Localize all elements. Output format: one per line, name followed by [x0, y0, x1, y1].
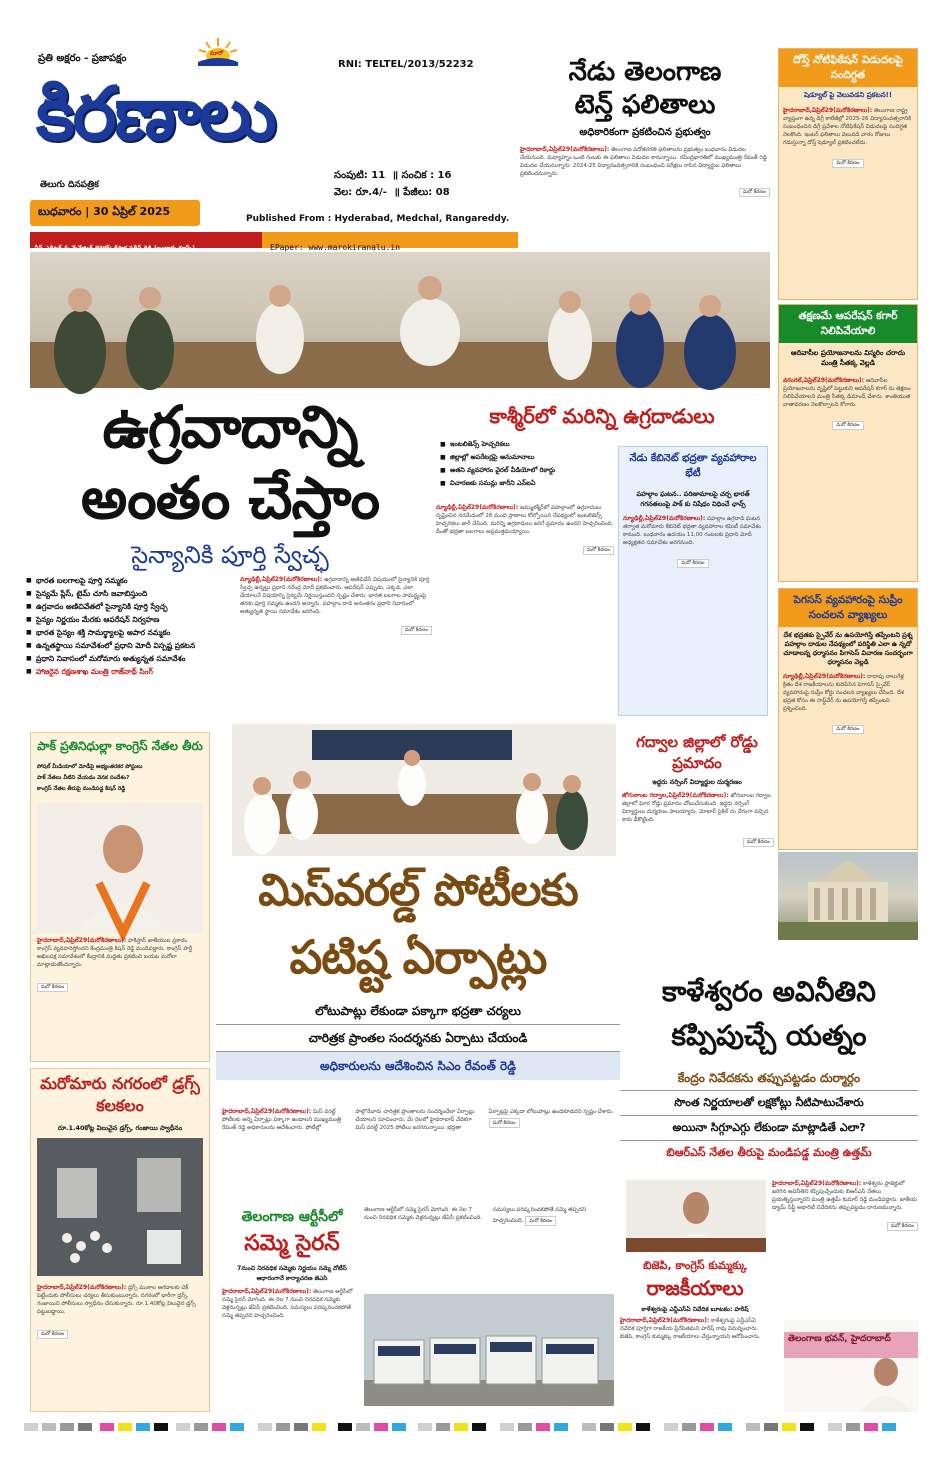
price: వెల: రూ.4/- — [334, 187, 387, 198]
cabinet-body: పహల్గాం ఉగ్రదాడి ఘటన తర్వాత మరోమారు కేబినెట్ భద్రతా వ్యవహారాల కమిటీ సమావేశం కానుంది. బుధవారం ఉదయం 11.00 గంటలకు ప్రధాని మోదీ అధ్యక్షతన సమావేశం జరగనుంది. — [623, 516, 761, 546]
karregutta-sub: ఆదివాసీల ప్రయోజనాలను విస్మరిం చరాదు మంత్రి సీతక్క వెల్లడి — [790, 349, 906, 367]
masthead-title: కిరణాలు — [36, 71, 275, 157]
rtc-headline-1: తెలంగాణ ఆర్టీసీలో — [241, 1209, 343, 1225]
kashmir-story — [436, 504, 614, 718]
kaleshwaram-sub-3: అయినా సిగ్గూఎగ్గు లేకుండా మాట్లాడితే ఎలా? — [620, 1115, 918, 1140]
kashmir-bullet: ■ జిల్లాల్లో అపరేటర్లపై అనుమానాలు — [440, 451, 620, 464]
issue-info: సంపుటి: 11 ॥ సంచిక : 16 వెల: రూ.4/- ॥ పేజీలు: 08 — [334, 170, 452, 198]
supreme-court-photo — [778, 852, 918, 940]
kaleshwaram-sub-1: కేంద్రం నివేదకను తప్పుపట్టడం దుర్మార్గం — [677, 1071, 861, 1085]
degree-sub: షెడ్యూల్ పై వెలువడని ప్రకటన!! — [803, 91, 893, 99]
drugs-sub: రూ.1.40కోట్ల విలువైన డ్రగ్స్, గంజాయి స్వాధీనం — [57, 1124, 183, 1132]
lead-bullet: ■ భారత సైన్యం శక్తి సామర్థ్యాలపై అపార నమ్మకం — [26, 626, 238, 639]
kashmir-dateline: న్యూఢిల్లీ,ఏప్రిల్29(మరోకిరణాలు): — [436, 504, 519, 511]
congress-tag: మరో కిరణం — [37, 983, 68, 992]
ssc-tag: మరో కిరణం — [739, 188, 770, 197]
gadwal-tag: మరో కిరణం — [743, 838, 774, 847]
rni-number: RNI: TELTEL/2013/52232 — [338, 59, 474, 70]
kaleshwaram-body: కాళేశ్వరం ప్రాజెక్టులో జరిగిన అవినీతిని కప్పిపుచ్చేందుకు బిఆర్ఎస్ నేతలు ప్రయత్నిస్తున్నారని మంత్రి ఉత్తమ్ కుమార్ రెడ్డి మండిపడ్డారు. జాతీయ డ్యామ్ సేఫ్టీ అథారిటీ నివేదికను తప్పుపట్టడం దారుణమన్నారు. — [772, 1181, 917, 1211]
karregutta-tag: మరో కిరణం — [832, 421, 863, 430]
lead-bullet: ■ సైన్యం నిర్ణయం మేరకు ఆపరేషన్ నిర్వహణ — [26, 613, 238, 626]
miss-world-body: మిస్ వరల్డ్ పోటీలకు అన్ని ఏర్పాట్లు పక్కాగా ఉండాలని ముఖ్యమంత్రి రేవంత్ రెడ్డి అధికారులను ఆదేశించారు. పోటీల్లో పాల్గొనేవారు చారిత్రక ప్రాంతాలను సందర్శించేలా ఏర్పాట్లు చేయాలని సూచించారు. మే నెలలో హైదరాబాద్ వేదికగా మిస్ వరల్డ్ 2025 పోటీలు జరగనున్నాయి. భద్రతా ఏర్పాట్లపై ఎక్కడా లోటుపాట్లు ఉండకూడదని స్పష్టం చేశారు. — [222, 1109, 614, 1131]
masthead-subtitle: తెలుగు దినపత్రిక — [40, 180, 99, 190]
kaleshwaram-sub-2: సొంత నిర్ణయాలతో లక్షకోట్లు నీటిపాటుచేశారు — [620, 1090, 918, 1115]
congress-body: పాకిస్తాన్ జాతీయుల ప్రకారం కాంగ్రెస్ వ్యవహరిస్తోందని కేంద్రమంత్రి కిషన్ రెడ్డి మండిపడ్డారు. కాంగ్రెస్ పార్టీ అఖిలపక్ష సమావేశంలో కేంద్రానికి మద్దతు ప్రకటించి బయట మరోలా మాట్లాడుతోందన్నారు. — [37, 938, 193, 968]
pm-meeting-photo — [30, 252, 770, 388]
miss-world-story — [222, 1108, 614, 1200]
print-color-bar — [8, 1418, 938, 1430]
uttam-photo — [626, 1180, 766, 1252]
degree-article — [778, 48, 918, 300]
lead-headline — [30, 392, 430, 542]
cabinet-article — [618, 446, 768, 716]
tagline: ప్రతి అక్షరం - ప్రజాపక్షం — [38, 53, 127, 64]
gadwal-body: జోగులాంబ గద్వాల జిల్లాలో ఘోర రోడ్డు ప్రమాదం చోటుచేసుకుంది. ఇద్దరు నర్సింగ్ విద్యార్థులు దుర్మరణం పాలయ్యారు. మోటార్ సైకిల్ ను వేగంగా వచ్చిన కారు ఢీకొట్టింది. — [622, 793, 771, 823]
lead-bullet: ■ హాజరైన రక్షణశాఖ మంత్రి రాజ్‌నాథ్ సింగ్ — [26, 665, 238, 678]
gadwal-dateline: జోగులాంబ గద్వాల,ఏప్రిల్29(మరోకిరణాలు): — [622, 792, 729, 799]
ssc-subhead: అధికారికంగా ప్రకటించిన ప్రభుత్వం — [579, 127, 711, 138]
ssc-results-article — [520, 56, 770, 236]
miss-world-sub-3: అధికారులను ఆదేశించిన సిఎం రేవంత్ రెడ్డి — [216, 1052, 620, 1080]
review-meeting-photo — [232, 724, 616, 856]
kashmir-bullet: ■ అతని వ్యవహారం వైరల్ వీడియోలో రికార్డు — [440, 464, 620, 477]
pegasus-dateline: న్యూఢిల్లీ,ఏప్రిల్29(మరోకిరణాలు): — [783, 673, 866, 680]
kashmir-bullet: ■ ఇంటలిజెన్స్ హెచ్చరికలు — [440, 438, 620, 451]
rtc-sub: 7నుంచి నిరవధిక సమ్మెకు నిర్ణయం సమ్మె నోటీస్ ఆధారంగానే కార్యాచరణ జెఎసి — [237, 1265, 347, 1282]
bjp-dateline: హైదరాబాద్,ఏప్రిల్29(మరోకిరణాలు): — [620, 1317, 710, 1324]
pegasus-headline: పెగసస్ వ్యవహారంపై సుప్రీం సంచలన వ్యాఖ్యలు — [779, 589, 917, 627]
miss-world-dateline: హైదరాబాద్,ఏప్రిల్29(మరోకిరణాలు): — [222, 1108, 312, 1115]
drugs-dateline: హైదరాబాద్,ఏప్రిల్29(మరోకిరణాలు): — [37, 1284, 127, 1291]
harish-photo — [784, 1320, 918, 1412]
rtc-headline-2: సమ్మె సైరన్ — [244, 1231, 340, 1256]
degree-headline: దోస్త్ నోటిఫికేషన్ విడుదలపై సందిగ్ధత — [779, 49, 917, 87]
congress-bullet: పాక్ నేతలు వీటిని చేయడం వెనక సందేశం? — [37, 775, 130, 781]
rtc-story-cols — [364, 1206, 614, 1292]
gadwal-article — [620, 732, 774, 862]
kaleshwaram-sub-4: బిఆర్ఎస్ నేతల తీరుపై మండిపడ్డ మంత్రి ఉత్తమ్ — [620, 1140, 918, 1165]
lead-headline-1: ఉగ్రవాదాన్ని — [102, 393, 358, 461]
kashmir-bullets — [440, 438, 620, 502]
miss-world-sub-1: లోటుపాట్లు లేకుండా పక్కాగా భద్రతా చర్యలు — [315, 1004, 521, 1018]
kaleshwaram-headline-2: కప్పిపుచ్చే యత్నం — [671, 1019, 867, 1052]
harish-photo-caption: తెలంగాణ భవన్, హైదరాబాద్ — [788, 1334, 891, 1344]
kashmir-body: జమ్ముకశ్మీర్‌లో పహల్గాంలో ఉగ్రవాదులు సృష్టించిన నరమేధంలో 26 మంది ప్రాణాలు కోల్పోయిన నేపథ్యంలో ఇంటలిజెన్స్ హెచ్చరికలు జారీ చేసింది. మరిన్ని ఉగ్రదాడులు జరిగే ప్రమాదం ఉందని హెచ్చరించింది. దీంతో భద్రతా బలగాలు అప్రమత్తమయ్యాయి. — [436, 505, 614, 535]
kaleshwaram-headline-1: కాళేశ్వరం అవినీతిని — [662, 975, 876, 1008]
kishan-reddy-photo — [37, 803, 203, 933]
degree-tag: మరో కిరణం — [832, 159, 863, 168]
lead-subhead: సైన్యానికి పూర్తి స్వేచ్ఛ — [131, 541, 329, 569]
published-from: Published From : Hyderabad, Medchal, Rangareddy. — [246, 214, 510, 224]
lead-tag: మరో కిరణం — [401, 626, 432, 635]
lead-bullet: ■ భారత బలగాలపై పూర్తి నమ్మకం — [26, 574, 238, 587]
congress-dateline: హైదరాబాద్,ఏప్రిల్29(మరోకిరణాలు): — [37, 937, 127, 944]
bjp-headline-2: రాజకీయాలు — [646, 1276, 744, 1300]
rtc-tag: మరో కిరణం — [525, 1216, 556, 1226]
kaleshwaram-dateline: హైదరాబాద్,ఏప్రిల్29(మరోకిరణాలు): — [772, 1180, 862, 1187]
karregutta-headline: తక్షణమే ఆపరేషన్ కగార్ నిలిపివేయాలి — [779, 305, 917, 343]
congress-bullet: సోషల్ మీడియాలో మోడీపై అభ్యంతరకర పోస్టులు — [37, 764, 143, 770]
congress-bullet: కాంగ్రెస్ నేతల తీరుపై మండిపడ్డ కిషన్ రెడ్డి — [37, 786, 126, 792]
cabinet-dateline: న్యూఢిల్లీ,ఏప్రిల్29(మరోకిరణాలు): — [623, 515, 706, 522]
kaleshwaram-tag: మరో కిరణం — [887, 1222, 918, 1231]
gadwal-sub: ఇద్దరు నర్సింగ్ విద్యార్థుల దుర్మరణం — [652, 778, 742, 786]
congress-headline: పాక్ ప్రతినిధుల్లా కాంగ్రెస్ నేతల తీరు — [37, 739, 203, 753]
ssc-headline-1: నేడు తెలంగాణ — [568, 57, 722, 87]
lead-headline-2: అంతం చేస్తాం — [80, 464, 380, 532]
lead-bullet: ■ ఉగ్రవాదం అణిచివేతలో సైన్యానికి పూర్తి స్వేచ్ఛ — [26, 600, 238, 613]
lead-subhead-box — [30, 540, 430, 570]
rtc-dateline: హైదరాబాద్,ఏప్రిల్29(మరోకిరణాలు): — [222, 1288, 312, 1295]
lead-bullet: ■ సైన్యమే ప్లేస్, టైమ్ చూసి జవాబిస్తుంది — [26, 587, 238, 600]
cabinet-sub: పహల్గాం ఘటన.. పరిణామాలపై చర్చ భారత్ గగనతలంపై పాక్ కు నిషేధం విధించే ఛాన్స్ — [636, 490, 750, 508]
pegasus-article — [778, 588, 918, 850]
pages: పేజీలు: 08 — [403, 187, 450, 198]
lead-bullet: ■ ఉన్నతస్థాయి సమావేశంలో ప్రధాని మోదీ విస్పష్ట ప్రకటన — [26, 639, 238, 652]
epaper-link[interactable]: EPaper: www.marokiranalu.in — [262, 232, 518, 248]
drugs-tag: మరో కిరణం — [37, 1330, 68, 1339]
kaleshwaram-story — [772, 1180, 918, 1314]
drugs-body: డ్రగ్స్ ముఠాల ఆగడాలకు చెక్ పెట్టేందుకు పోలీసులు చర్యలు తీసుకుంటున్నారు. నగరంలో భారీగా డ్రగ్స్, గంజాయిని పోలీసులు స్వాధీనం చేసుకున్నారు. రూ.1.40కోట్ల విలువైన డ్రగ్స్ పట్టుబడ్డాయి. — [37, 1285, 196, 1315]
lead-body: ఉగ్రవాదాన్ని అణిచివేసే విషయంలో సైన్యానికి పూర్తి స్వేచ్ఛ ఉన్నట్టు ప్రధాని నరేంద్ర మోదీ ప్రకటించారు. ఆపరేషన్ ఎప్పుడు, ఎక్కడ, ఎలా చేయాలనే విషయాన్ని సైన్యమే నిర్ణయిస్తుందని స్పష్టం చేశారు. భారత బలగాల సామర్థ్యంపై తనకు పూర్తి నమ్మకం ఉందని అన్నారు. పహల్గాం దాడి అనంతరం ప్రధాని నివాసంలో అత్యున్నత స్థాయి సమావేశం జరిగింది. — [240, 577, 430, 615]
bus-depot-photo — [364, 1294, 614, 1406]
kashmir-headline-box — [432, 402, 772, 430]
sun-logo-icon: మారో — [196, 36, 240, 66]
drugs-photo — [37, 1138, 203, 1276]
rtc-body: తెలంగాణ ఆర్టీసీలో సమ్మె సైరన్ మోగింది. ఈ నెల 7 నుంచి నిరవధిక సమ్మెకు వెళ్లనున్నట్లు జేఏసీ ప్రకటించింది. సమస్యలు పరిష్కరించకపోతే సమ్మె తప్పదని హెచ్చరించింది. — [222, 1289, 353, 1319]
cabinet-headline: నేడు కేబినెట్ భద్రతా వ్యవహారాల భేటీ — [629, 453, 757, 479]
bjp-headline-1: బిజెపి, కాంగ్రెస్ కుమ్మక్కు — [643, 1259, 747, 1272]
ssc-dateline: హైదరాబాద్,ఏప్రిల్29(మరోకిరణాలు): — [520, 146, 610, 153]
degree-body: తెలంగాణ రాష్ట్ర వ్యాప్తంగా ఉన్న డిగ్రీ కాలేజీల్లో 2025-26 విద్యాసంవత్సరానికి సంబంధించిన డిగ్రీ ప్రవేశాల నోటిఫికేషన్ విడుదలపై సందిగ్ధత నెలకొంది. ఇంటర్ ఫలితాలు వెలువడి వారం రోజులు గడుస్తున్నా దోస్త్ షెడ్యూల్ ప్రకటించలేదు. — [783, 108, 912, 146]
rtc-article — [222, 1206, 362, 1406]
kaleshwaram-subheads — [620, 1066, 918, 1176]
karregutta-body: ఆదివాసీల ప్రయోజనాలను దృష్టిలో పెట్టుకుని ఆపరేషన్ కగార్ ను తక్షణం నిలిపివేయాలని మంత్రి సీతక్క డిమాండ్ చేశారు. శాంతియుత వాతావరణం నెలకొల్పాలని కోరారు. — [783, 378, 911, 408]
rtc-body-cont: తెలంగాణ ఆర్టీసీలో సమ్మె సైరన్ మోగింది. ఈ నెల 7 నుంచి నిరవధిక సమ్మెకు వెళ్లనున్నట్లు జేఏసీ ప్రకటించింది. సమస్యలు పరిష్కరించకపోతే సమ్మె తప్పదని హెచ్చరించింది. — [364, 1207, 586, 1224]
ssc-headline-2: టెన్త్ ఫలితాలు — [574, 90, 716, 120]
congress-article — [30, 732, 210, 1062]
miss-world-sub-2: చారిత్రక ప్రాంతల సందర్శనకు ఏర్పాటు చేయండి — [216, 1024, 620, 1052]
editor-line: చీఫ్ ఎడిటర్ & మేనేజింగ్ డైరెక్టర్: రేపాక ప్రదీప్ రెడ్డి (బంధారు గ్రూప్స్) — [30, 232, 262, 248]
gadwal-headline: గద్వాల జిల్లాలో రోడ్డు ప్రమాదం — [636, 733, 758, 772]
issue: సంచిక : 16 — [401, 170, 452, 181]
miss-world-headline-2: పటిష్ట ఏర్పాట్లు — [289, 930, 547, 984]
pegasus-body: దాదాపు నాలుగేళ్ల క్రితం దేశ రాజకీయాలను కుదిపేసిన పెగాసస్ స్పైవేర్ వ్యవహారంపై సుప్రీం కోర్టు సంచలన వ్యాఖ్యలు చేసింది. దేశ భద్రత కోసం ఈ సాఫ్ట్‌వేర్ ను ఉపయోగిస్తే తప్పేంటని ప్రశ్నించింది. — [783, 674, 904, 712]
bjp-body: కాళేశ్వరంపై ఎన్డీఎస్ఏ నివేదిక పూర్తిగా రాజకీయ ప్రేరేపితమని హరీష్ రావు విమర్శించారు. బిజెపి, కాంగ్రెస్ కుమ్మక్కు రాజకీయాలు చేస్తున్నాయని ఆరోపించారు. — [620, 1318, 761, 1340]
karregutta-article — [778, 304, 918, 582]
cabinet-tag: మరో కిరణం — [677, 559, 708, 568]
ssc-body: తెలంగాణ పదోతరగతి ఫలితాలను ప్రభుత్వం బుధవారం విడుదల చేయనుంది. మధ్యాహ్నం ఒంటి గంటకు ఈ ఫలితాలు విడుదల కానున్నాయి. రవీంద్రభారతిలో ముఖ్యమంత్రి రేవంత్ రెడ్డి విడుదల చేయనున్నారు. 2024-25 విద్యాసంవత్సరానికి సంబంధించి పరీక్షలు రాసిన విద్యార్థుల ఫలితాలు ప్రకటించనున్నారు. — [520, 147, 767, 177]
kashmir-tag: మరో కిరణం — [583, 546, 614, 555]
miss-world-tag: మరో కిరణం — [489, 1118, 520, 1128]
pegasus-sub: దేశ భద్రతకు స్పైవేర్ ను ఉపయోగిస్తే తప్పేంటని ప్రశ్న పహల్గాం దాడుల నేపథ్యంలో పరిస్థితి ఎలా ఉ న్నదో చూడాలన్న ధర్మాసనం పిగాసెస్ విచారణ సందర్భంగా ధర్మాసనం వెల్లడి — [783, 631, 913, 666]
miss-world-headline — [216, 858, 620, 994]
bjp-article — [620, 1258, 770, 1412]
issue-date: బుధవారం | 30 ఏప్రిల్ 2025 — [30, 200, 200, 226]
miss-world-subheads — [216, 998, 620, 1104]
bjp-sub: కాళేశ్వరంపై ఎన్డీఎస్ఏ నివేదిక బూటకం: హరీష్ — [641, 1306, 749, 1313]
drugs-headline: మరోమారు నగరంలో డ్రగ్స్ కలకలం — [40, 1074, 200, 1115]
miss-world-headline-1: మిస్‌వరల్డ్ పోటీలకు — [258, 865, 578, 916]
lead-bullet: ■ ప్రధాని నివాసంలో మరోమారు అత్యున్నత సమావేశం — [26, 652, 238, 665]
lead-bullets — [26, 574, 238, 714]
kaleshwaram-headline — [620, 970, 918, 1060]
volume: సంపుటి: 11 — [334, 170, 386, 181]
lead-dateline: న్యూఢిల్లీ,ఏప్రిల్29(మరోకిరణాలు): — [240, 576, 323, 583]
kashmir-bullet: ■ విచారణకు సమన్లు జారీని ఎన్ఐఏ — [440, 477, 620, 490]
drugs-article — [30, 1068, 210, 1412]
pegasus-tag: మరో కిరణం — [832, 725, 863, 734]
lead-story — [240, 576, 432, 716]
karregutta-dateline: వరంగల్,ఏప్రిల్29(మరోకిరణాలు): — [783, 377, 865, 384]
kashmir-headline: కాశ్మీర్‌లో మరిన్ని ఉగ్రదాడులు — [489, 404, 715, 428]
degree-dateline: హైదరాబాద్,ఏప్రిల్29(మరోకిరణాలు): — [783, 107, 873, 114]
